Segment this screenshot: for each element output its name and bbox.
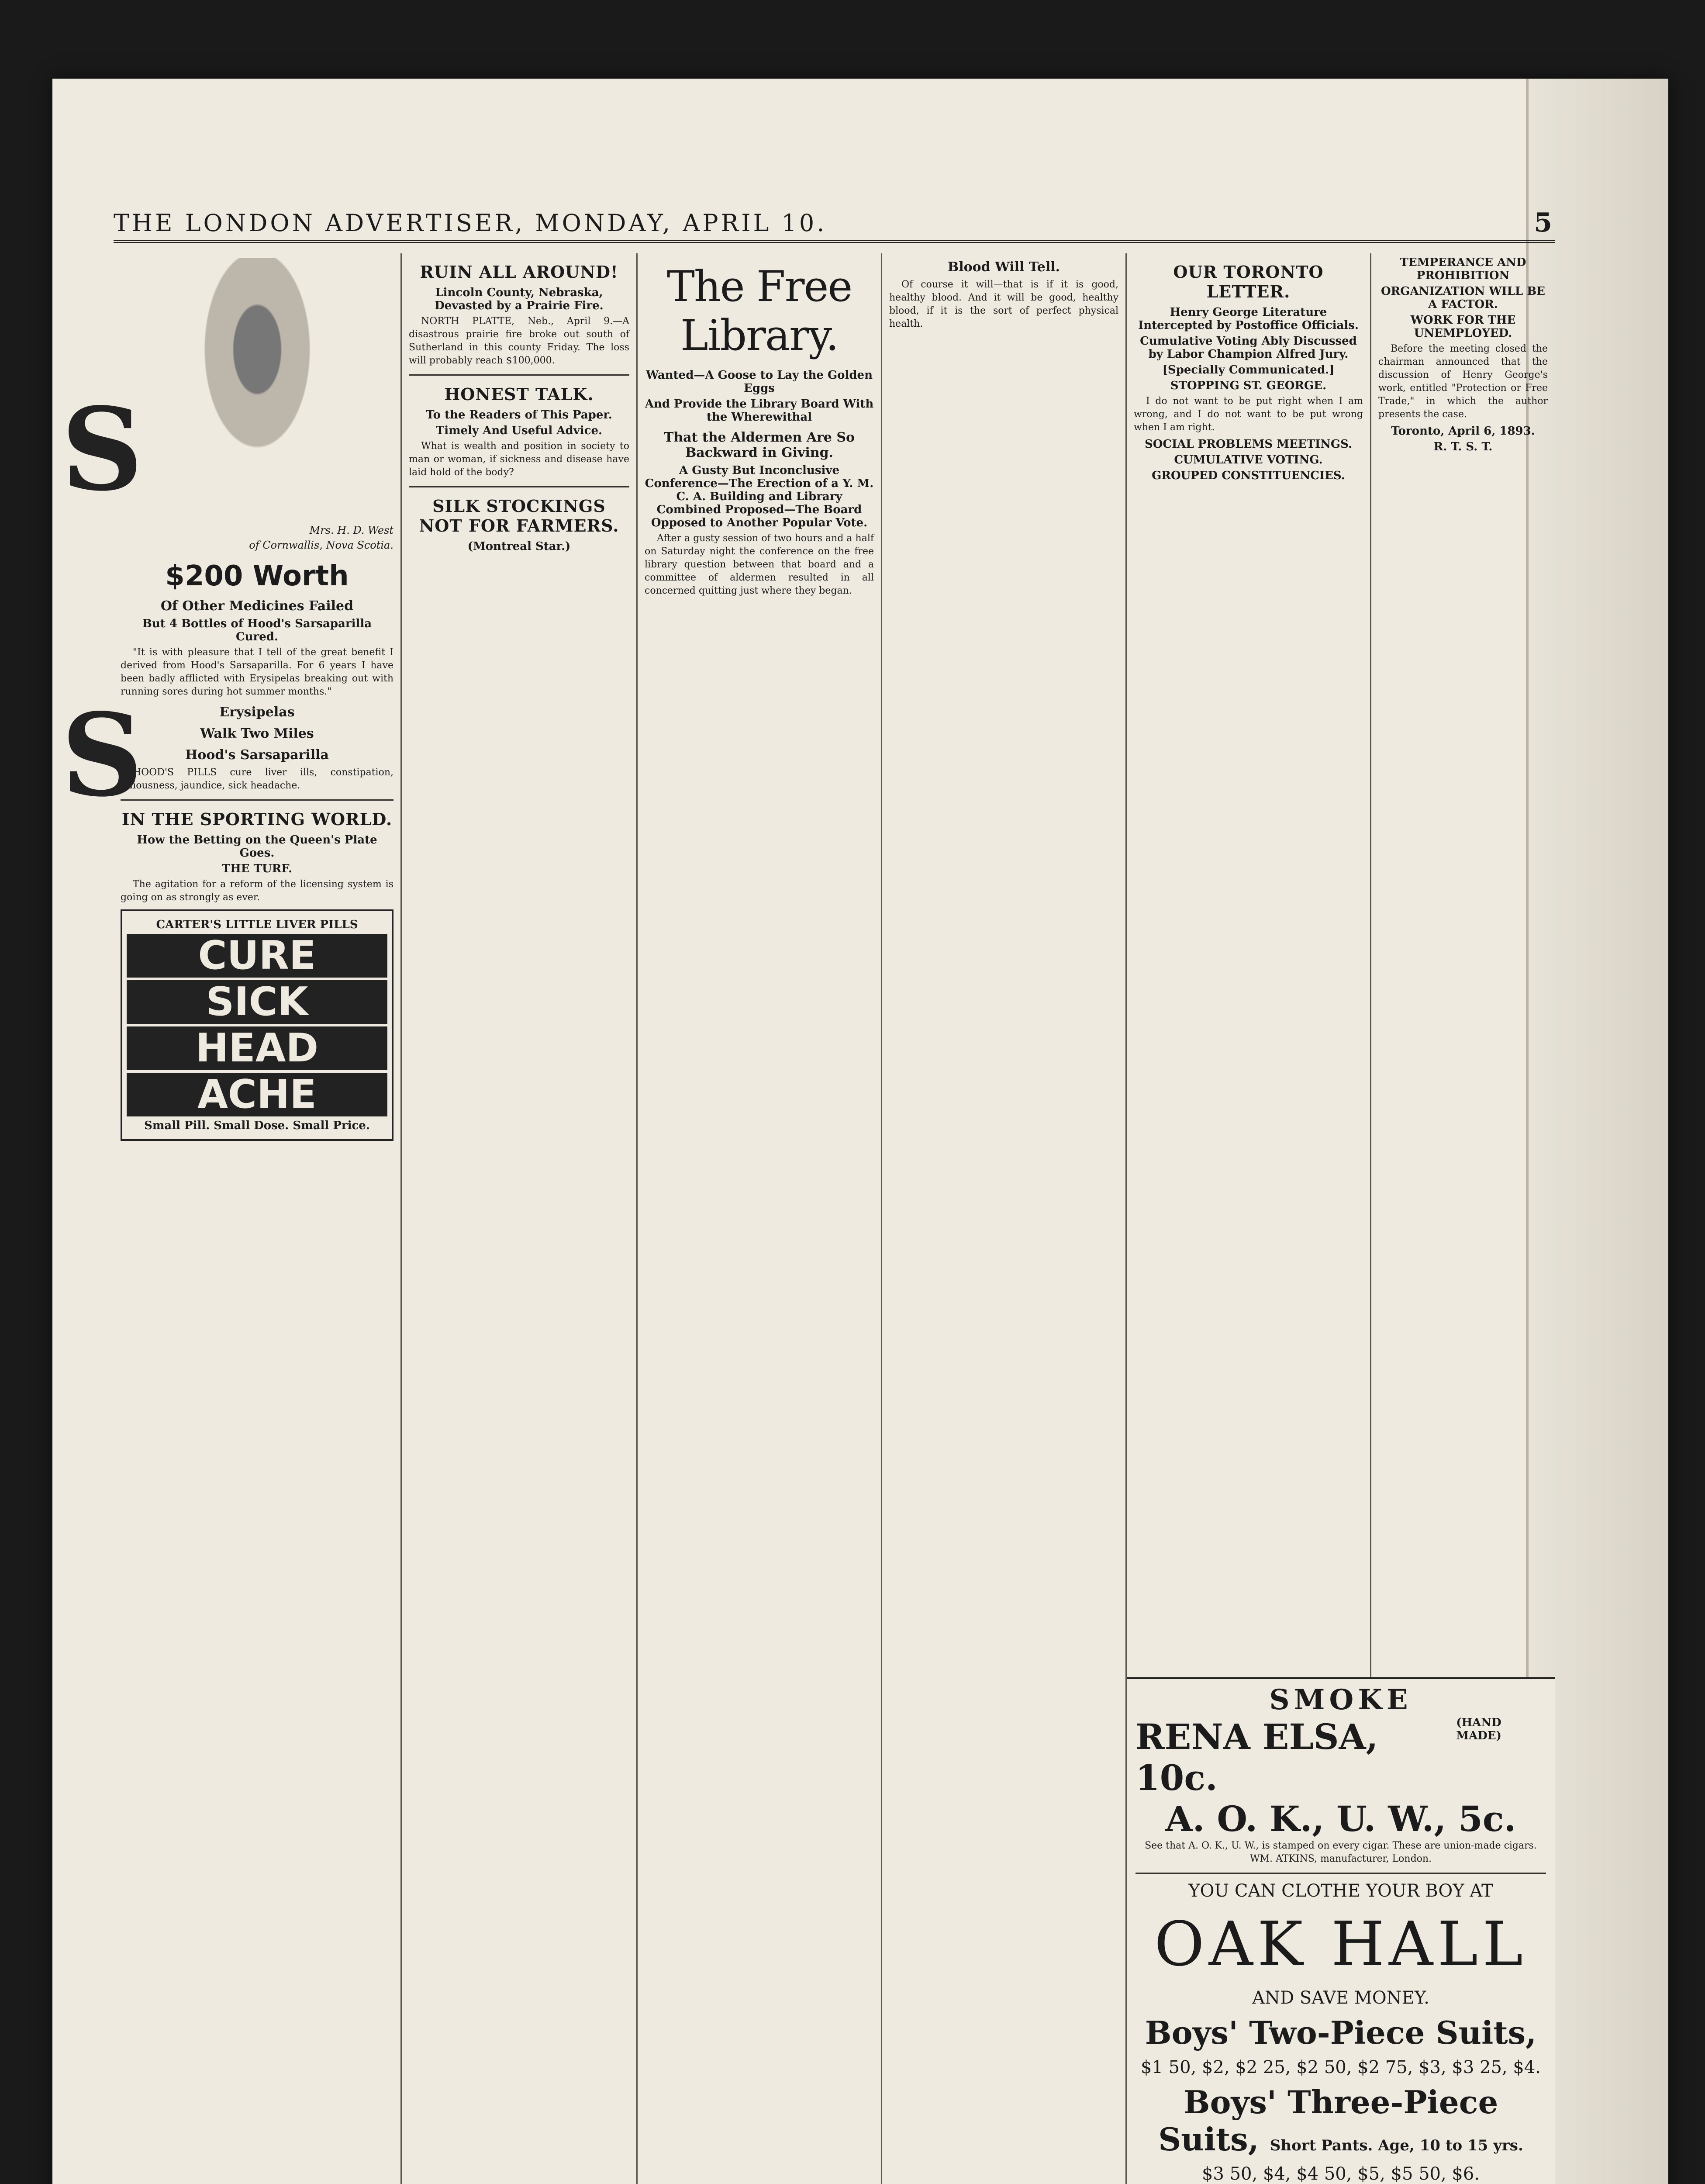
margin-letters — [61, 297, 143, 909]
blood-heading: Blood Will Tell. — [947, 259, 1060, 275]
portrait-illustration — [166, 258, 349, 520]
timely-sub: Timely And Useful Advice. — [435, 424, 603, 437]
stopping-heading: STOPPING ST. GEORGE. — [1170, 379, 1327, 392]
three-piece-label: Boys' Three-Piece Suits, — [1158, 2084, 1498, 2158]
section-hoods: Hood's Sarsaparilla — [185, 747, 329, 763]
body-paragraph: The agitation for a reform of the licensing system is going on as strongly as ever. — [121, 879, 393, 903]
grouped-heading: GROUPED CONSTITUENCIES. — [1152, 469, 1345, 482]
sporting-sub: How the Betting on the Queen's Plate Goes. — [137, 833, 377, 860]
portrait-caption: Mrs. H. D. West — [309, 524, 393, 536]
toronto-sub-2: Cumulative Voting Ably Discussed by Labor Champion Alfred Jury. — [1140, 335, 1357, 361]
divider — [1136, 1873, 1546, 1874]
section-erysipelas: Erysipelas — [219, 705, 295, 720]
divider — [121, 799, 393, 801]
oak-hall-title: OAK HALL — [1154, 1909, 1528, 1980]
page-number: 5 — [1534, 207, 1555, 238]
body-paragraph: Of course it will—that is if it is good, healthy blood. And it will be good, healthy blood, if it is the sort of perfect physical health. — [889, 279, 1118, 329]
ad-word: SICK — [127, 980, 387, 1024]
column-2 — [402, 253, 638, 2184]
sporting-headline: IN THE SPORTING WORLD. — [121, 809, 393, 829]
social-heading: SOCIAL PROBLEMS MEETINGS. — [1144, 438, 1353, 451]
honest-headline: HONEST TALK. — [444, 384, 594, 404]
free-library-title: The Free Library. — [666, 262, 852, 360]
ruin-headline: RUIN ALL AROUND! — [420, 262, 618, 282]
body-paragraph: After a gusty session of two hours and a half on Saturday night the conference on the free library question between that board and a committee of aldermen resulted in all concerned quitting just where they began. — [645, 533, 874, 596]
aok-line: A. O. K., U. W., 5c. — [1165, 1798, 1516, 1839]
temperance-heading: TEMPERANCE AND PROHIBITION — [1400, 256, 1526, 282]
masthead-title: THE LONDON ADVERTISER, MONDAY, APRIL 10. — [114, 209, 827, 237]
three-piece-suits — [1136, 2084, 1546, 2158]
honest-sub: To the Readers of This Paper. — [426, 408, 612, 422]
toronto-headline: OUR TORONTO LETTER. — [1173, 262, 1324, 301]
masthead — [114, 205, 1555, 243]
save-line: AND SAVE MONEY. — [1252, 1988, 1429, 2008]
column-1 — [114, 253, 402, 2184]
silk-source: (Montreal Star.) — [467, 540, 571, 553]
body-paragraph: What is wealth and position in society to man or woman, if sickness and disease have laid hold of the body? — [409, 441, 629, 478]
special-note: [Specially Communicated.] — [1162, 363, 1335, 377]
hoods-subsub: But 4 Bottles of Hood's Sarsaparilla Cured. — [142, 617, 372, 643]
free-sub-1: Wanted—A Goose to Lay the Golden Eggs — [645, 369, 873, 395]
free-sub-4: A Gusty But Inconclusive Conference—The Erection of a Y. M. C. A. Building and Library Combined Proposed—The Board Opposed to Another Popular Vote. — [645, 464, 874, 529]
ruin-sub: Lincoln County, Nebraska, Devasted by a Prairie Fire. — [435, 286, 604, 312]
carters-ad — [121, 909, 393, 1141]
ad-word: CURE — [127, 934, 387, 978]
ads-block — [1127, 1677, 1555, 2184]
hoods-subhead: Of Other Medicines Failed — [160, 598, 354, 614]
short-pants: Short Pants. Age, 10 to 15 yrs. — [1270, 2137, 1523, 2154]
silk-headline: SILK STOCKINGS NOT FOR FARMERS. — [419, 496, 619, 536]
two-piece-suits: Boys' Two-Piece Suits, — [1145, 2014, 1537, 2051]
column-4 — [882, 253, 1127, 2184]
hand-made: (HAND MADE) — [1456, 1716, 1501, 1742]
body-paragraph: I do not want to be put right when I am wrong, and I do not want to be put wrong when I am right. — [1134, 396, 1363, 433]
organization-heading: ORGANIZATION WILL BE A FACTOR. — [1381, 285, 1546, 311]
three-piece-prices: $3 50, $4, $4 50, $5, $5 50, $6. — [1201, 2164, 1480, 2184]
newspaper-page — [52, 79, 1668, 2184]
margin-letter: S — [61, 689, 143, 822]
toronto-sub-1: Henry George Literature Intercepted by Postoffice Officials. — [1138, 306, 1359, 332]
carters-foot: Small Pill. Small Dose. Small Price. — [144, 1119, 370, 1132]
section-walk: Walk Two Miles — [200, 726, 314, 741]
margin-letter: S — [61, 383, 143, 516]
two-piece-prices: $1 50, $2, $2 25, $2 50, $2 75, $3, $3 25, $4. — [1141, 2057, 1541, 2077]
clothe-line: YOU CAN CLOTHE YOUR BOY AT — [1188, 1881, 1493, 1901]
divider — [409, 486, 629, 487]
body-paragraph: Before the meeting closed the chairman announced that the discussion of Henry George's work, entitled "Protection or Free Trade," in which the author presents the case. — [1378, 343, 1548, 420]
rena-price: RENA ELSA, 10c. — [1136, 1716, 1378, 1798]
cumulative-heading: CUMULATIVE VOTING. — [1174, 453, 1323, 467]
rena-line — [1136, 1716, 1546, 1798]
body-paragraph: NORTH PLATTE, Neb., April 9.—A disastrous prairie fire broke out south of Sutherland in this county Friday. The loss will probably reach $100,000. — [409, 316, 629, 366]
ad-word: HEAD — [127, 1026, 387, 1070]
free-sub-3: That the Aldermen Are So Backward in Giving. — [664, 430, 855, 460]
ad-word: ACHE — [127, 1073, 387, 1116]
turf-heading: THE TURF. — [221, 862, 293, 875]
body-paragraph: "It is with pleasure that I tell of the great benefit I derived from Hood's Sarsaparilla. For 6 years I have been badly afflicted with Erysipelas breaking out with running sores during hot summer months." — [121, 647, 393, 697]
initials: R. T. S. T. — [1433, 440, 1493, 453]
unemployed-heading: WORK FOR THE UNEMPLOYED. — [1410, 314, 1516, 340]
aok-note: See that A. O. K., U. W., is stamped on every cigar. These are union-made cigars. WM. ATKINS, manufacturer, London. — [1145, 1840, 1537, 1864]
column-3 — [638, 253, 882, 2184]
hoods-headline: $200 Worth — [165, 560, 349, 592]
signoff: Toronto, April 6, 1893. — [1391, 425, 1535, 438]
columns — [114, 253, 1555, 2184]
divider — [409, 374, 629, 376]
portrait-subcaption: of Cornwallis, Nova Scotia. — [249, 539, 393, 551]
free-sub-2: And Provide the Library Board With the Wherewithal — [645, 397, 874, 424]
hoods-pills: HOOD'S PILLS cure liver ills, constipation, biliousness, jaundice, sick headache. — [121, 767, 393, 791]
smoke-heading: SMOKE — [1269, 1683, 1412, 1716]
carters-title: CARTER'S LITTLE LIVER PILLS — [156, 918, 358, 931]
